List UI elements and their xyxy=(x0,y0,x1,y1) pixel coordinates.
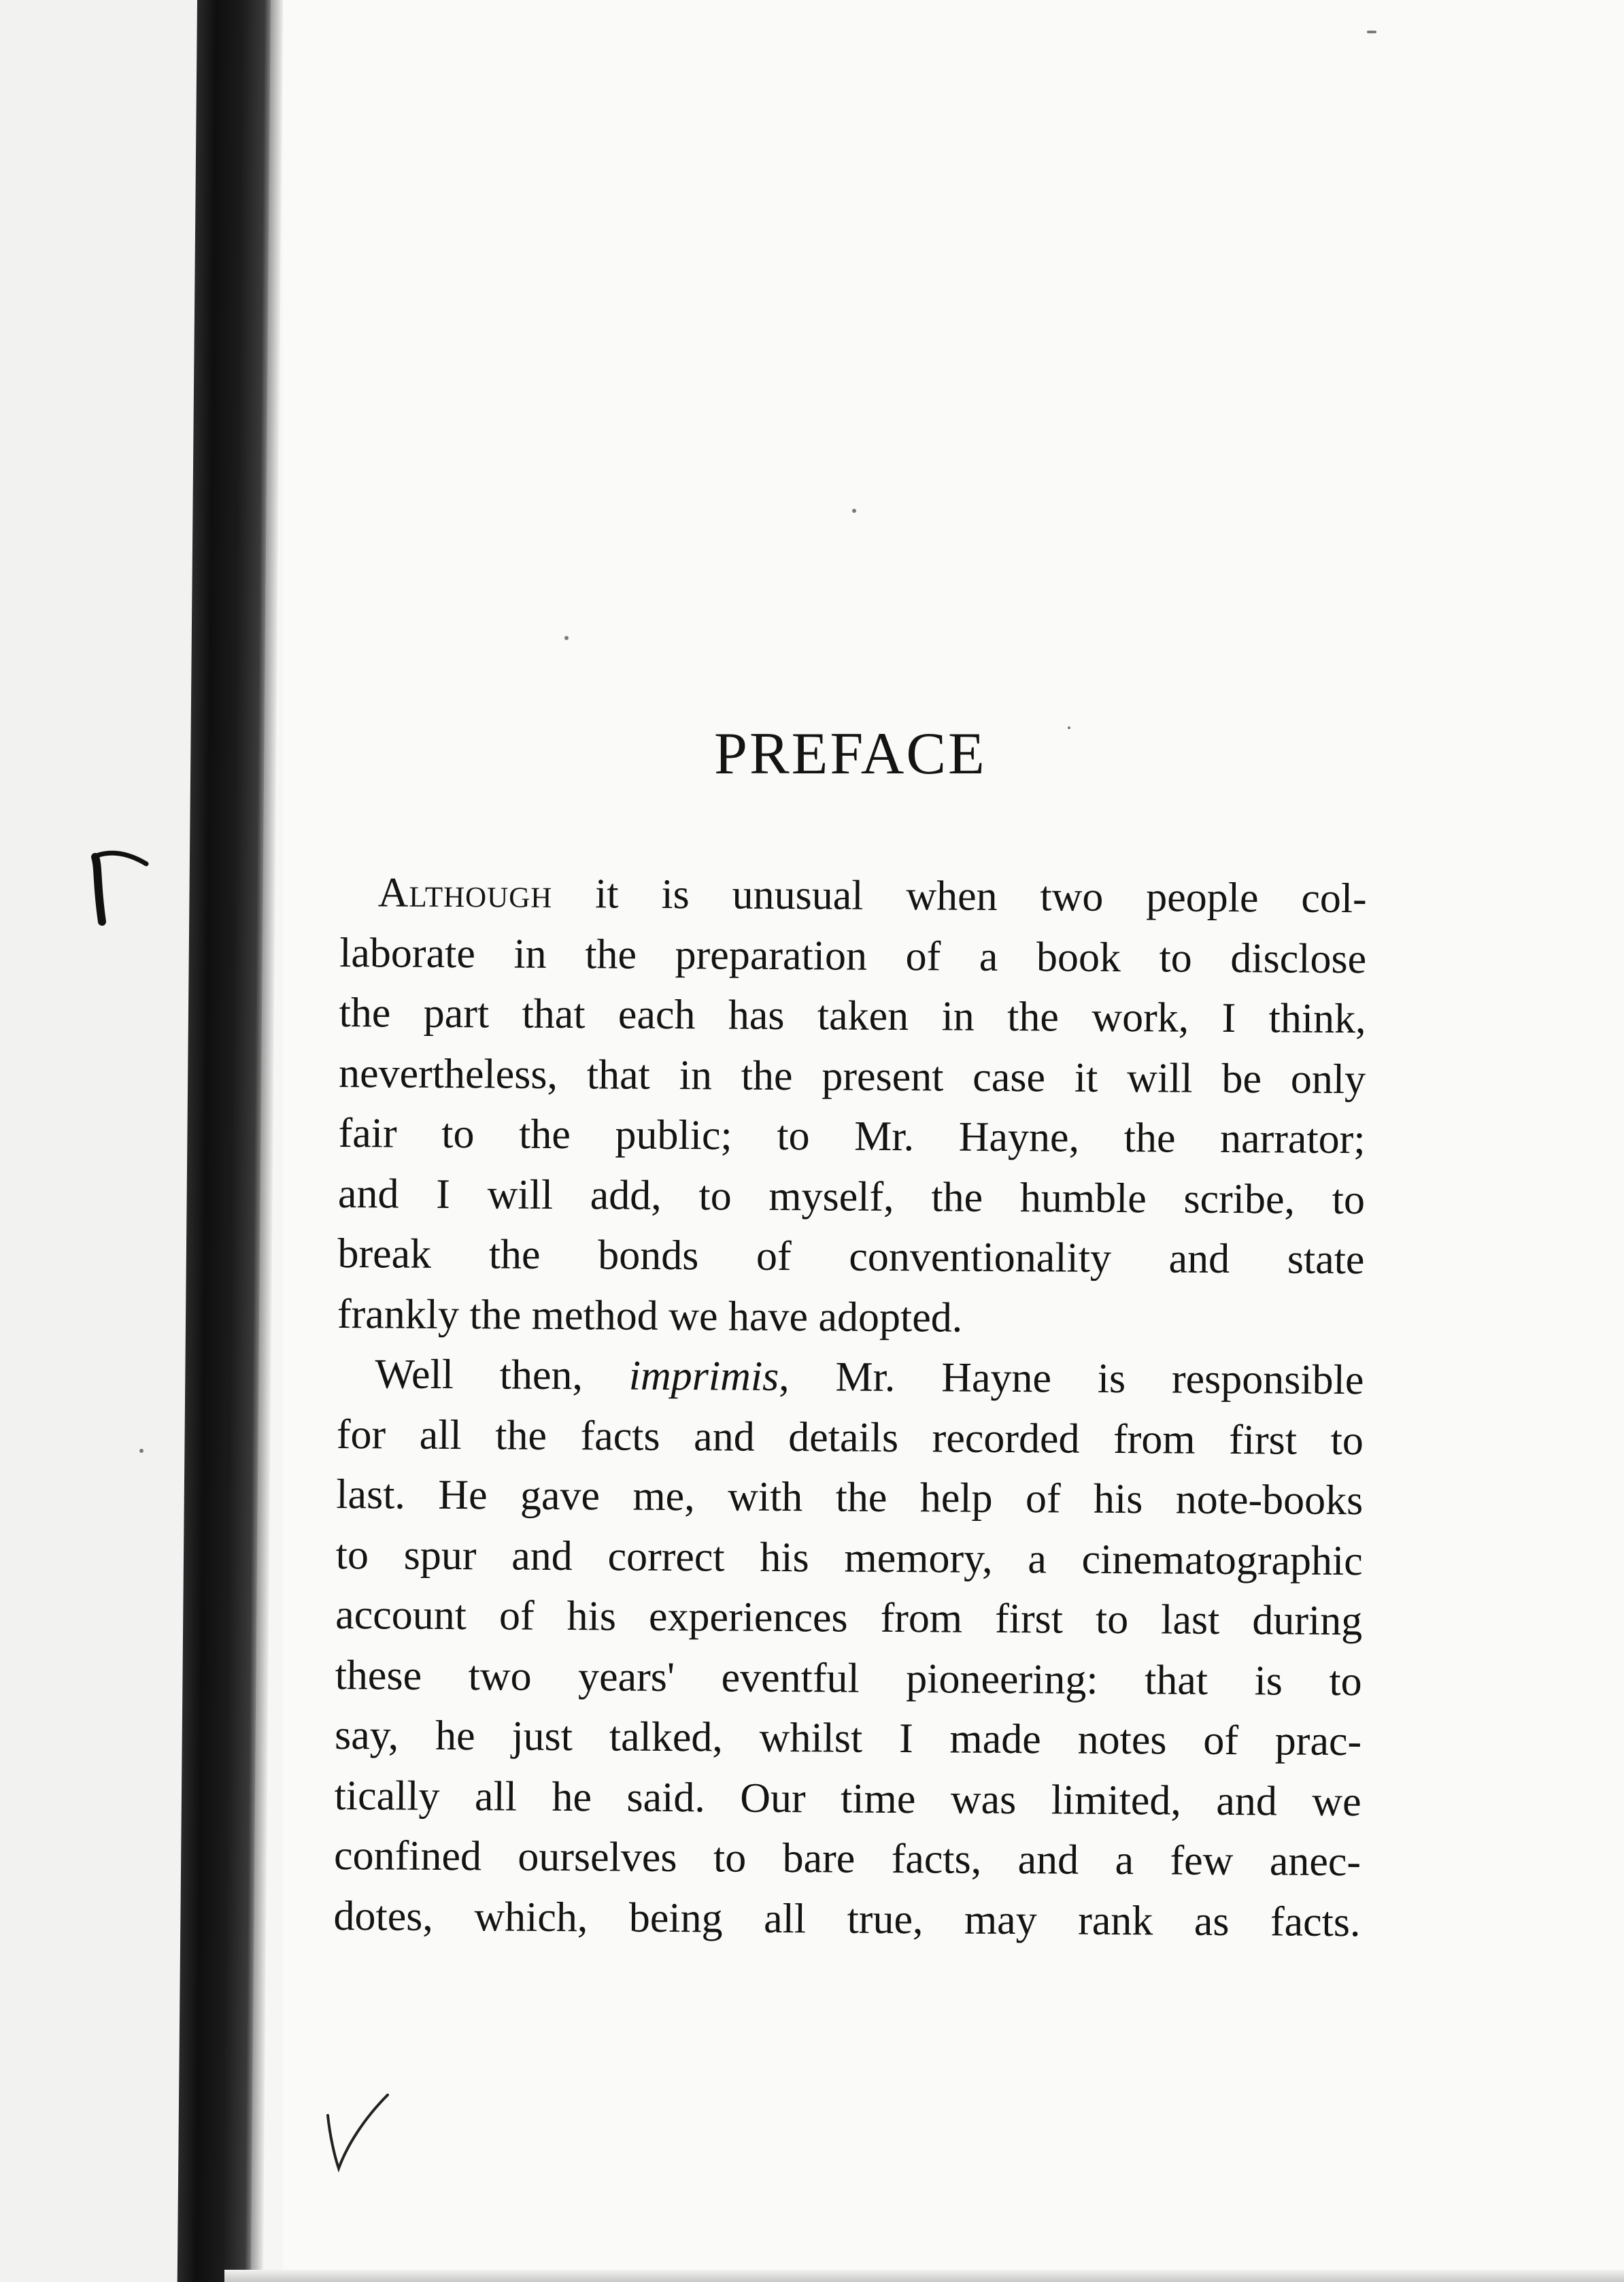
paper-speck xyxy=(852,509,856,513)
paragraph-1 xyxy=(337,862,1367,1350)
text-line: confined ourselves to bare facts, and a few anec- xyxy=(333,1832,1361,1885)
text-line: laborate in the preparation of a book to disclose xyxy=(339,929,1367,982)
text-line: frankly the method we have adopted. xyxy=(337,1290,963,1341)
text-line: dotes, which, being all true, may rank as facts. xyxy=(333,1892,1361,1945)
paper-speck xyxy=(139,1449,143,1453)
page-bottom-edge xyxy=(224,2270,1624,2282)
check-mark-icon xyxy=(320,2088,394,2177)
text-line: break the bonds of conventionality and state xyxy=(337,1230,1365,1283)
left-page-margin xyxy=(0,0,197,2282)
preface-body xyxy=(333,862,1367,1952)
text-line: fair to the public; to Mr. Hayne, the narrator; xyxy=(338,1109,1366,1163)
text-line: Well then, imprimis, Mr. Hayne is responsible xyxy=(375,1351,1364,1404)
text-line: these two years' eventful pioneering: that is to xyxy=(335,1651,1362,1705)
text-line: Although it is unusual when two people col- xyxy=(377,869,1367,922)
paper-speck xyxy=(564,636,569,640)
text-line: account of his experiences from first to last during xyxy=(335,1591,1363,1645)
text-line: tically all he said. Our time was limited, and we xyxy=(334,1772,1361,1825)
drop-lead-word: Although xyxy=(377,869,553,917)
paragraph-2 xyxy=(333,1344,1364,1952)
text-line: say, he just talked, whilst I made notes of prac- xyxy=(334,1711,1362,1765)
text-line: and I will add, to myself, the humble scribe, to xyxy=(337,1170,1366,1223)
paper-speck xyxy=(1367,31,1376,33)
paper-speck xyxy=(1068,726,1070,729)
text-line: for all the facts and details recorded from first to xyxy=(336,1411,1364,1464)
margin-pen-mark xyxy=(82,843,156,932)
text-line: the part that each has taken in the work, I think, xyxy=(339,989,1366,1043)
text-line: nevertheless, that in the present case it will be only xyxy=(338,1050,1366,1103)
text-line: to spur and correct his memory, a cinematographic xyxy=(335,1531,1363,1584)
page-title: PREFACE xyxy=(714,721,987,787)
text-line: last. He gave me, with the help of his note-books xyxy=(336,1471,1364,1524)
italic-term: imprimis xyxy=(628,1352,779,1400)
